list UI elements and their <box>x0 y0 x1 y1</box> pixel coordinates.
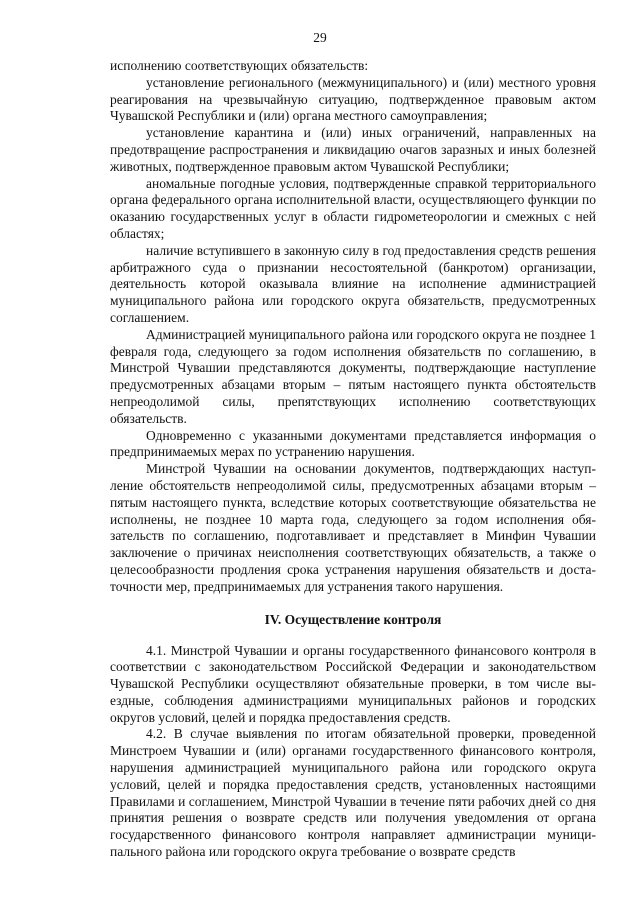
paragraph: Минстрой Чувашии на основании документов, подтверждающих наступление обстоятельств непреодолимой силы, предусмотренных абзацами вторым – пятым настоящего пункта, вследствие которых соответствующие обязательства не исполнены, не позднее 10 марта года, следующего за годом исполнения обязательств по соглашению, подготавливает и представляет в Минфин Чувашии заключение о причинах неисполнения соответствующих обязательств, а также о целесообразности продления срока устранения нарушения обязательств и достаточности мер, предпринимаемых для устранения такого нарушения. <box>110 461 596 594</box>
paragraph: Одновременно с указанными документами представляется информация о предпринимаемых мерах по устранению нарушения. <box>110 427 596 460</box>
paragraph: исполнению соответствующих обязательств: <box>110 58 369 73</box>
document-body <box>110 58 596 861</box>
paragraphs-after-section <box>110 643 596 861</box>
paragraph: Администрацией муниципального района или городского округа не позднее 1 февраля года, следующего за годом исполнения обязательств по соглашению, в Минстрой Чувашии представляются документы, подтверждающие наступление предусмотренных абзацами вторым – пятым настоящего пункта обстоятельств непреодолимой силы, препятствующих исполнению соответствующих обязательств. <box>110 326 596 426</box>
section-title: IV. Осуществление контроля <box>264 611 442 627</box>
page-number: 29 <box>313 30 327 45</box>
paragraph: установление регионального (межмуниципального) и (или) местного уровня реагирования на чрезвычайную ситуацию, подтвержденное правовым актом Чувашской Республики и (или) органа местного самоуправления; <box>110 74 596 124</box>
paragraph: установление карантина и (или) иных ограничений, направленных на предотвращение распространения и ликвидацию очагов заразных и иных болезней животных, подтвержденное правовым актом Чувашской Республики; <box>110 125 596 174</box>
paragraph: 4.1. Минстрой Чувашии и органы государственного финансового контроля в соответствии с законодательством Российской Федерации и законодательством Чувашской Республики осуществляют обязательные проверки, в том числе выездные, соблюдения администрациями муниципальных районов и городских округов условий, целей и порядка предоставления средств. <box>110 642 596 725</box>
paragraph: 4.2. В случае выявления по итогам обязательной проверки, проведенной Минстроем Чувашии и (или) органами государственного финансового контроля, нарушения администрацией муниципального района или городского округа условий, целей и порядка предоставления средств, установленных настоящими Правилами и соглашением, Минстрой Чувашии в течение пяти рабочих дней со дня принятия решения о возврате средств или получения уведомления от органа государственного финансового контроля направляет администрации муниципального района или городского округа требование о возврате средств <box>110 726 596 860</box>
paragraph: аномальные погодные условия, подтвержденные справкой территориального органа федерального органа исполнительной власти, осуществляющего функции по оказанию государственных услуг в области гидрометеорологии и смежных с ней областях; <box>110 175 596 241</box>
paragraphs-before-section <box>110 58 596 596</box>
paragraph: наличие вступившего в законную силу в год предоставления средств решения арбитражного суда о признании несостоятельной (банкротом) организации, деятельность которой оказывала влияние на исполнение администрацией муниципального района или городского округа обязательств, предусмотренных соглашением. <box>110 242 596 325</box>
